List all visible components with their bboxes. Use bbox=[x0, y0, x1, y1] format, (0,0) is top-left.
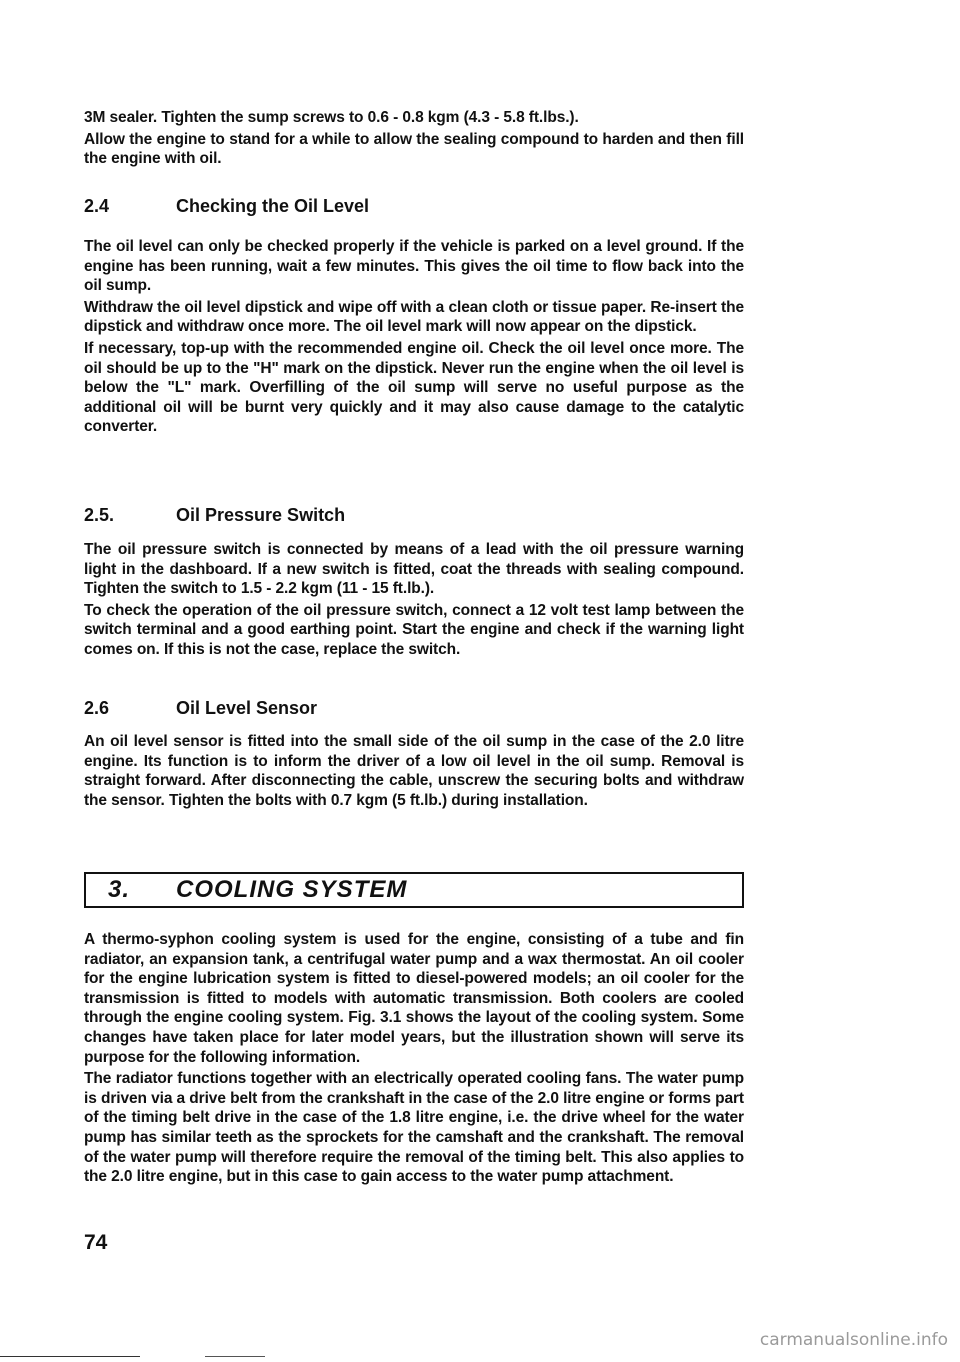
paragraph: To check the operation of the oil pressure switch, connect a 12 volt test lamp between the switch terminal and a good earthing point. Start the engine and check if the warning light comes on. If this is not the case, replace the switch. bbox=[84, 601, 744, 658]
intro-text bbox=[84, 108, 744, 169]
section-number: 2.6 bbox=[84, 698, 110, 718]
section-title: Oil Level Sensor bbox=[176, 698, 318, 718]
chapter-3-body bbox=[84, 930, 744, 1187]
section-number: 2.5. bbox=[84, 505, 115, 525]
section-2-6-body bbox=[84, 732, 744, 810]
footer-rule bbox=[0, 1356, 140, 1357]
section-title: Checking the Oil Level bbox=[176, 196, 370, 216]
paragraph: Withdraw the oil level dipstick and wipe off with a clean cloth or tissue paper. Re-insert the dipstick and withdraw once more. The oil level mark will now appear on the dipstick. bbox=[84, 298, 744, 336]
intro-paragraph-1: 3M sealer. Tighten the sump screws to 0.6 - 0.8 kgm (4.3 - 5.8 ft.lbs.). bbox=[84, 109, 579, 126]
page-number: 74 bbox=[84, 1231, 108, 1254]
footer-rule bbox=[205, 1356, 265, 1357]
paragraph: An oil level sensor is fitted into the small side of the oil sump in the case of the 2.0 litre engine. Its function is to inform the driver of a low oil level in the oil sump. Removal is straight forward. After disconnecting the cable, unscrew the securing bolts and withdraw the sensor. Tighten the bolts with 0.7 kgm (5 ft.lb.) during installation. bbox=[84, 733, 744, 809]
paragraph: If necessary, top-up with the recommended engine oil. Check the oil level once more. The oil should be up to the "H" mark on the dipstick. Never run the engine when the oil level is below the "L" mark. Overfilling of the oil sump will serve no useful purpose as the additional oil will be burnt very quickly and it may also cause damage to the catalytic converter. bbox=[84, 339, 744, 436]
watermark-text: carmanualsonline.info bbox=[759, 1330, 948, 1350]
intro-paragraph-2: Allow the engine to stand for a while to allow the sealing compound to harden and then fill the engine with oil. bbox=[84, 130, 744, 168]
section-2-4-body bbox=[84, 237, 744, 437]
section-2-6-heading bbox=[84, 698, 317, 719]
chapter-title: COOLING SYSTEM bbox=[176, 876, 408, 903]
section-2-5-body bbox=[84, 540, 744, 660]
chapter-number: 3. bbox=[108, 876, 131, 903]
section-title: Oil Pressure Switch bbox=[176, 505, 346, 525]
paragraph: The oil pressure switch is connected by means of a lead with the oil pressure warning light in the dashboard. If a new switch is fitted, coat the threads with sealing compound. Tighten the switch to 1.5 - 2.2 kgm (11 - 15 ft.lb.). bbox=[84, 541, 744, 598]
paragraph: A thermo-syphon cooling system is used for the engine, consisting of a tube and fin radiator, an expansion tank, a centrifugal water pump and a wax thermostat. An oil cooler for the engine lubrication system is fitted to diesel-powered models; an oil cooler for the transmission is fitted to models with automatic transmission. Both coolers are cooled through the engine cooling system. Fig. 3.1 shows the layout of the cooling system. Some changes have taken place for later model years, but the illustration shown will serve its purpose for the following information. bbox=[84, 931, 744, 1066]
section-2-4-heading bbox=[84, 196, 369, 217]
section-number: 2.4 bbox=[84, 196, 110, 216]
chapter-3-banner bbox=[84, 872, 744, 908]
paragraph: The radiator functions together with an electrically operated cooling fans. The water pump is driven via a drive belt from the crankshaft in the case of the 2.0 litre engine or forms part of the timing belt drive in the case of the 1.8 litre engine, i.e. the drive wheel for the water pump has similar teeth as the sprockets for the camshaft and the crankshaft. The removal of the water pump will therefore require the removal of the timing belt. This also applies to the 2.0 litre engine, but in this case to gain access to the water pump attachment. bbox=[84, 1070, 744, 1186]
section-2-5-heading bbox=[84, 505, 345, 526]
paragraph: The oil level can only be checked properly if the vehicle is parked on a level ground. If the engine has been running, wait a few minutes. This gives the oil time to flow back into the oil sump. bbox=[84, 238, 744, 295]
